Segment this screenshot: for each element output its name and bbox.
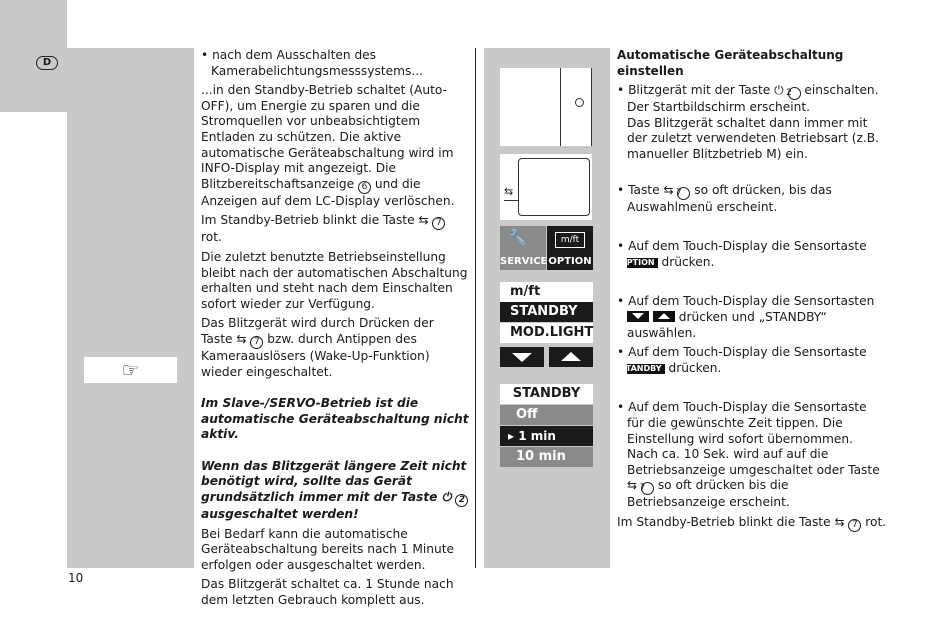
step-switch-on: • Blitzgerät mit der Taste ⏻ 2 einschalten. Der Startbildschirm erscheint. Das Blitzgerät schaltet dann immer mit der zuletzt verwendeten Betriebsart (z.B. manueller Blitzbetrieb M) ein. (617, 83, 887, 162)
circled-number: 2 (455, 494, 468, 507)
circled-number: 7 (848, 519, 861, 532)
selected-marker-icon: ▸ (508, 429, 515, 443)
right-text-column (617, 48, 887, 532)
arrow-down-icon (627, 311, 649, 322)
mode-key-icon: ⇆ (504, 185, 514, 198)
circled-number: 6 (358, 181, 371, 194)
step-mode-key: • Taste ⇆ 7 so oft drücken, bis das Auswahlmenü erscheint. (617, 182, 832, 214)
paragraph-standby-blink: Im Standby-Betrieb blinkt die Taste ⇆ 7 rot. (201, 213, 469, 246)
service-button[interactable] (500, 226, 546, 270)
arrow-up-icon (653, 311, 675, 322)
arrow-down-button[interactable] (500, 347, 544, 367)
mode-key-icon: ⇆ (663, 182, 674, 197)
left-gray-column (67, 48, 194, 568)
circled-number: 7 (641, 482, 654, 495)
column-divider (475, 48, 476, 568)
device-keys-illustration (500, 154, 592, 220)
standby-blink-note: Im Standby-Betrieb blinkt die Taste ⇆ 7 rot. (617, 514, 887, 530)
section-heading: Automatische Geräteabschaltung einstellen (617, 48, 844, 78)
step-option: • Auf dem Touch-Display die Sensortaste OPTION drücken. (617, 239, 867, 269)
note-slave-servo: Im Slave-/SERVO-Betrieb ist die automatische Geräteabschaltung nicht aktiv. (201, 396, 469, 442)
bullet-camera-meter: • nach dem Ausschalten des Kamerabelichtungsmesssystems... (201, 48, 423, 78)
option-button[interactable] (547, 226, 593, 270)
standby-option-10min[interactable]: 10 min (500, 447, 593, 467)
language-badge: D (36, 56, 58, 70)
option-label: 1 min (518, 429, 556, 443)
device-side-illustration (500, 68, 592, 146)
mode-key-icon: ⇆ (236, 331, 247, 346)
service-label: SERVICE (500, 256, 548, 267)
power-button-icon (575, 98, 584, 107)
step-standby: • Auf dem Touch-Display die Sensortaste STANDBY drücken. (617, 345, 867, 375)
standby-badge: STANDBY (627, 364, 665, 374)
menu-item-mft[interactable]: m/ft (500, 282, 593, 302)
paragraph-one-hour: Das Blitzgerät schaltet ca. 1 Stunde nach dem letzten Gebrauch komplett aus. (201, 577, 454, 608)
circled-number: 7 (677, 187, 690, 200)
arrow-up-button[interactable] (549, 347, 593, 367)
step-choose-time: • Auf dem Touch-Display die Sensortaste für die gewünschte Zeit tippen. Die Einstellung wird sofort übernommen. Nach ca. 10 Sek. wird auf auf die Betriebsanzeige umgeschaltet oder Taste ⇆ 7 so oft drücken bis die Betriebsanzeige erscheint. (617, 400, 880, 510)
wrench-icon: 🔧 (508, 228, 527, 246)
menu-item-mod-light[interactable]: MOD.LIGHT (500, 323, 593, 343)
left-text-column (201, 48, 469, 613)
option-icon-label: m/ft (555, 232, 585, 248)
mode-key-icon: ⇆ (418, 213, 429, 228)
standby-title: STANDBY (500, 384, 593, 404)
page-number: 10 (68, 571, 84, 585)
standby-option-off[interactable]: Off (500, 405, 593, 425)
power-icon: ⏻ (441, 490, 452, 505)
step-start-screen: Der Startbildschirm erscheint. (627, 100, 811, 115)
circled-number: 7 (432, 217, 445, 230)
step-arrows: • Auf dem Touch-Display die Sensortasten drücken und „STANDBY“ auswählen. (617, 294, 875, 340)
mode-key-icon: ⇆ (834, 514, 845, 529)
option-label: OPTION (548, 256, 592, 267)
arrow-up-icon (561, 352, 581, 361)
paragraph-one-minute: Bei Bedarf kann die automatische Geräteabschaltung bereits nach 1 Minute erfolgen oder ausgeschaltet werden. (201, 526, 454, 572)
circled-number: 2 (788, 87, 801, 100)
standby-option-1min[interactable] (500, 426, 593, 446)
option-badge: OPTION (627, 258, 658, 268)
mode-key-icon: ⇆ (627, 478, 638, 493)
power-icon: ⏻ (774, 83, 784, 98)
hand-pointer-icon: ☞ (84, 357, 177, 383)
circled-number: 7 (250, 336, 263, 349)
arrow-down-icon (512, 353, 532, 362)
step-last-mode: Das Blitzgerät schaltet dann immer mit der zuletzt verwendeten Betriebsart (z.B. manueller Blitzbetrieb M) ein. (627, 115, 879, 161)
paragraph-last-setting: Die zuletzt benutzte Betriebseinstellung bleibt nach der automatischen Abschaltung erhalten und steht nach dem Einschalten sofort wieder zur Verfügung. (201, 249, 468, 311)
paragraph-wake-up: Das Blitzgerät wird durch Drücken der Taste ⇆ 7 bzw. durch Antippen des Kameraauslösers (Wake-Up-Funktion) wieder eingeschaltet. (201, 316, 434, 379)
menu-item-standby[interactable]: STANDBY (500, 302, 593, 322)
paragraph-standby-intro: ...in den Standby-Betrieb schaltet (Auto-OFF), um Energie zu sparen und die Stromquellen vor unbeabsichtigtem Entladen zu schützen. Die aktive automatische Geräteabschaltung wird im INFO-Display mit angezeigt. Die Blitzbereitschaftsanzeige 6 und die Anzeigen auf dem LC-Display verlöschen. (201, 83, 455, 208)
note-switch-off: Wenn das Blitzgerät längere Zeit nicht benötigt wird, sollte das Gerät grundsätzlich immer mit der Taste ⏻ 2 ausgeschaltet werden! (201, 459, 469, 523)
side-tab (0, 0, 67, 112)
